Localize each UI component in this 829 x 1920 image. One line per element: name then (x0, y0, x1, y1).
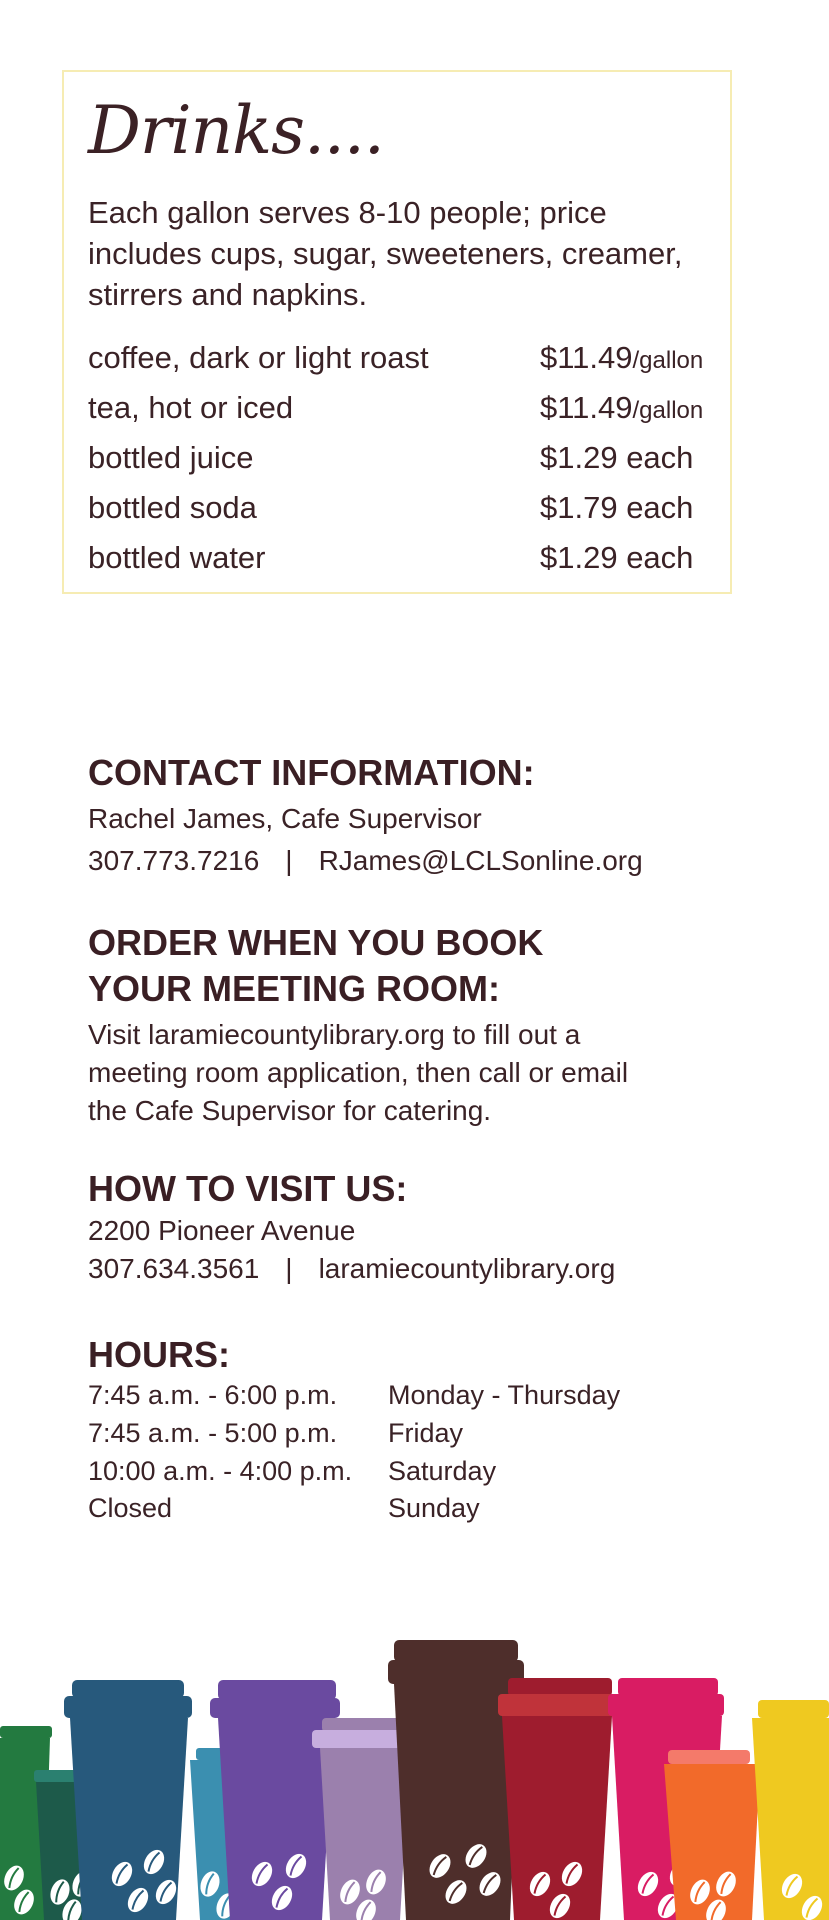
order-heading-line: ORDER WHEN YOU BOOK (88, 922, 544, 963)
hours-day: Friday (388, 1418, 464, 1448)
drink-item (88, 340, 728, 384)
price-unit: /gallon (632, 347, 704, 374)
contact-heading: CONTACT INFORMATION: (88, 752, 535, 793)
hours-row (88, 1418, 688, 1456)
cup-maroon (498, 1678, 616, 1920)
cup-brown (388, 1640, 524, 1920)
order-heading (88, 920, 543, 1012)
contact-line (88, 842, 643, 880)
visit-website[interactable]: laramiecountylibrary.org (318, 1253, 616, 1284)
drink-price: $1.79 each (540, 490, 694, 525)
visit-heading: HOW TO VISIT US: (88, 1168, 408, 1209)
hours-day: Sunday (388, 1493, 480, 1523)
drinks-title: Drinks.... (88, 92, 384, 169)
order-text-line: meeting room application, then call or email (88, 1057, 629, 1088)
drink-item (88, 540, 728, 584)
drink-name: bottled water (88, 540, 266, 575)
separator: | (285, 1253, 293, 1284)
hours-day: Monday - Thursday (388, 1380, 621, 1410)
cup-blue (64, 1680, 192, 1920)
hours-time: Closed (88, 1493, 173, 1523)
visit-line (88, 1250, 615, 1288)
price-unit: /gallon (632, 397, 704, 424)
contact-phone[interactable]: 307.773.7216 (88, 845, 260, 876)
hours-time: 10:00 a.m. - 4:00 p.m. (88, 1456, 353, 1486)
order-heading-line: YOUR MEETING ROOM: (88, 968, 500, 1009)
drink-name: bottled juice (88, 440, 254, 475)
drinks-intro: Each gallon serves 8-10 people; price includes cups, sugar, sweeteners, creamer, stirrers and napkins. (88, 195, 683, 312)
hours-row (88, 1380, 688, 1418)
cup-yellow (752, 1700, 829, 1920)
drink-price: $1.29 each (540, 440, 694, 475)
drink-price: $1.29 each (540, 540, 694, 575)
order-text (88, 1016, 628, 1130)
drink-name: bottled soda (88, 490, 257, 525)
drink-price: $11.49/gallon (540, 340, 704, 375)
visit-address: 2200 Pioneer Avenue (88, 1215, 356, 1246)
drink-item (88, 390, 728, 434)
hours-time: 7:45 a.m. - 6:00 p.m. (88, 1380, 338, 1410)
hours-heading: HOURS: (88, 1334, 230, 1375)
hours-time: 7:45 a.m. - 5:00 p.m. (88, 1418, 338, 1448)
drink-item (88, 440, 728, 484)
order-text-line: the Cafe Supervisor for catering. (88, 1095, 492, 1126)
drink-item (88, 490, 728, 534)
drink-name: tea, hot or iced (88, 390, 294, 425)
hours-day: Saturday (388, 1456, 497, 1486)
cup-purple (210, 1680, 340, 1920)
hours-row (88, 1456, 688, 1494)
order-text-line: Visit laramiecountylibrary.org to fill out a (88, 1019, 581, 1050)
coffee-cups-illustration (0, 1630, 829, 1920)
hours-row (88, 1493, 688, 1531)
drink-price: $11.49/gallon (540, 390, 704, 425)
drink-name: coffee, dark or light roast (88, 340, 429, 375)
visit-phone[interactable]: 307.634.3561 (88, 1253, 260, 1284)
separator: | (285, 845, 293, 876)
contact-name: Rachel James, Cafe Supervisor (88, 803, 482, 834)
cup-orange (664, 1750, 760, 1920)
contact-email[interactable]: RJames@LCLSonline.org (318, 845, 643, 876)
